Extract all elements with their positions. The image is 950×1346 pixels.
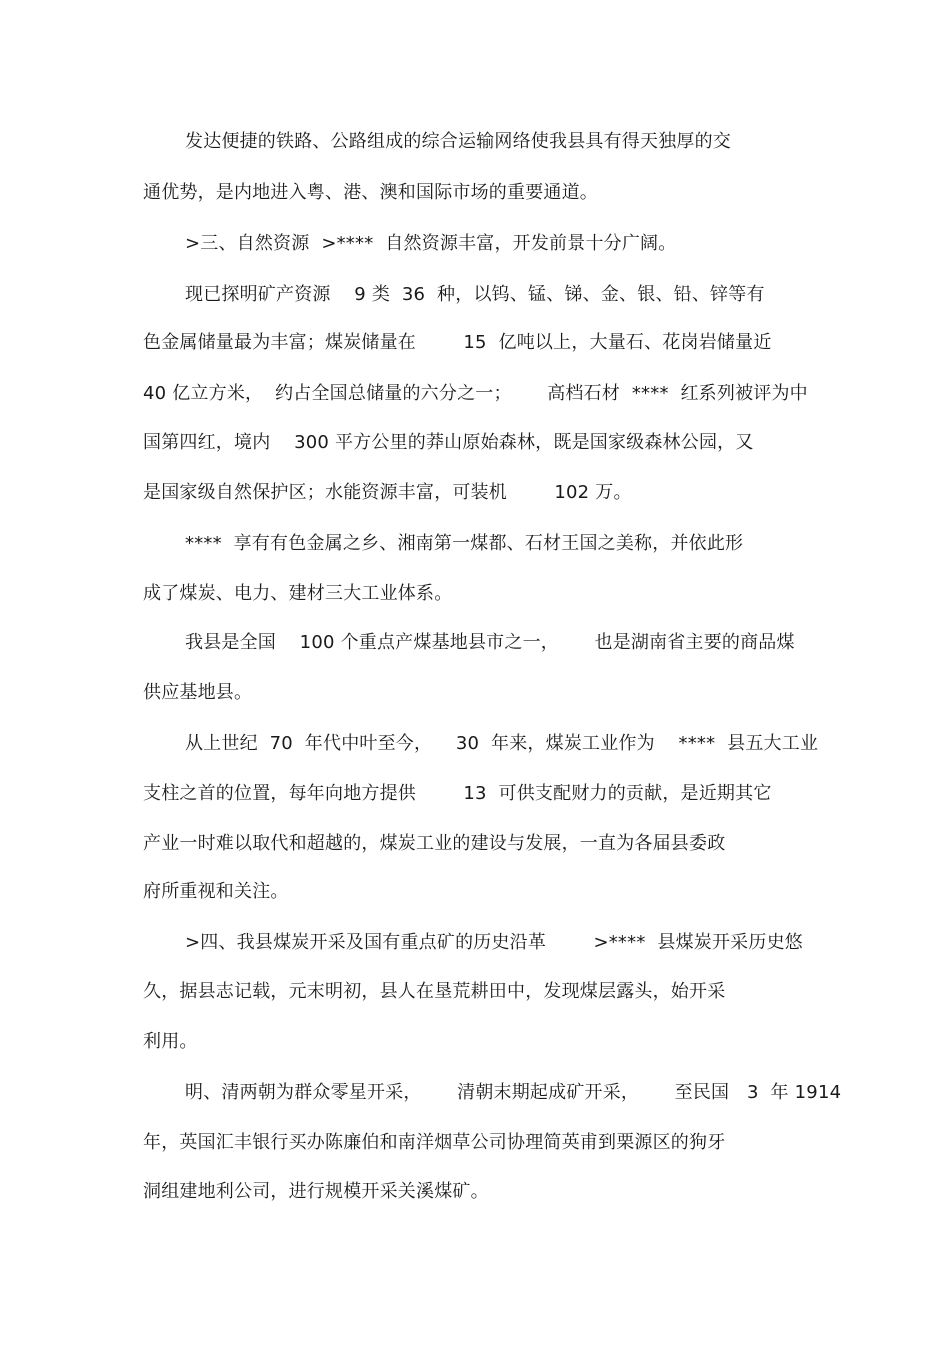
text-line: 色金属储量最为丰富；煤炭储量在 15 亿吨以上，大量石、花岗岩储量近 <box>143 332 772 353</box>
text-line: 是国家级自然保护区；水能资源丰富，可装机 102 万。 <box>143 482 632 503</box>
text-line: 洞组建地利公司，进行规模开采关溪煤矿。 <box>143 1181 489 1202</box>
text-line: 利用。 <box>143 1031 198 1052</box>
text-line: 国第四红，境内 300 平方公里的莽山原始森林，既是国家级森林公园，又 <box>143 432 754 453</box>
text-line: 成了煤炭、电力、建材三大工业体系。 <box>143 583 453 604</box>
text-line: 从上世纪 70 年代中叶至今， 30 年来，煤炭工业作为 **** 县五大工业 <box>185 733 819 754</box>
text-line: 供应基地县。 <box>143 682 253 703</box>
text-line: 支柱之首的位置，每年向地方提供 13 可供支配财力的贡献，是近期其它 <box>143 783 772 804</box>
text-line: 久，据县志记载，元末明初，县人在垦荒耕田中，发现煤层露头，始开采 <box>143 981 726 1002</box>
text-line: 我县是全国 100 个重点产煤基地县市之一， 也是湖南省主要的商品煤 <box>185 632 795 653</box>
text-line: 发达便捷的铁路、公路组成的综合运输网络使我县具有得天独厚的交 <box>185 131 731 152</box>
text-line: 明、清两朝为群众零星开采， 清朝末期起成矿开采， 至民国 3 年 1914 <box>185 1082 842 1103</box>
text-line: 产业一时难以取代和超越的，煤炭工业的建设与发展，一直为各届县委政 <box>143 833 726 854</box>
section-heading: >四、我县煤炭开采及国有重点矿的历史沿革 >**** 县煤炭开采历史悠 <box>185 932 803 953</box>
section-heading: >三、自然资源 >**** 自然资源丰富，开发前景十分广阔。 <box>185 233 677 254</box>
text-line: 府所重视和关注。 <box>143 881 289 902</box>
text-line: 现已探明矿产资源 9 类 36 种，以钨、锰、锑、金、银、铅、锌等有 <box>185 284 765 305</box>
text-line: 年，英国汇丰银行买办陈廉伯和南洋烟草公司协理简英甫到栗源区的狗牙 <box>143 1132 726 1153</box>
text-line: 通优势，是内地进入粤、港、澳和国际市场的重要通道。 <box>143 182 598 203</box>
text-line: 40 亿立方米， 约占全国总储量的六分之一； 高档石材 **** 红系列被评为中 <box>143 383 808 404</box>
text-line: **** 享有有色金属之乡、湘南第一煤都、石材王国之美称，并依此形 <box>185 533 744 554</box>
